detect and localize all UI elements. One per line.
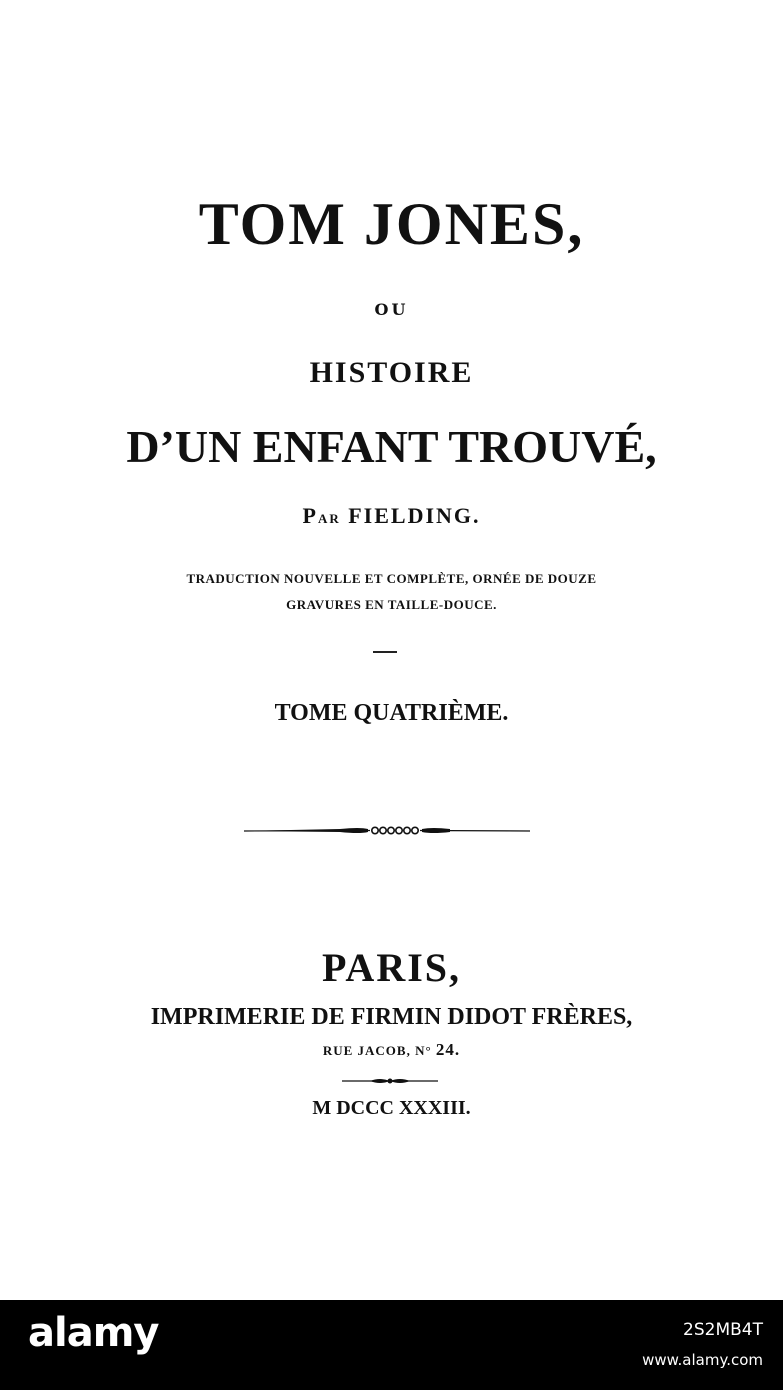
small-ornament-icon — [340, 1074, 440, 1088]
book-subtitle: D’UN ENFANT TROUVÉ, — [126, 421, 657, 472]
image-code: 2S2MB4T — [683, 1320, 763, 1340]
address-number: 24. — [435, 1040, 461, 1059]
printer-name: IMPRIMERIE DE FIRMIN DIDOT FRÈRES, — [150, 1004, 633, 1030]
publication-date: M DCCC XXXIII. — [312, 1097, 471, 1119]
volume-label: TOME QUATRIÈME. — [274, 700, 509, 726]
printer-address — [0, 1040, 783, 1060]
author-par-first: P — [302, 503, 318, 528]
translation-line-1: TRADUCTION NOUVELLE ET COMPLÈTE, ORNÉE DE DOUZE — [186, 571, 597, 586]
publication-city: PARIS, — [321, 945, 462, 990]
author-par-rest: AR — [317, 511, 341, 526]
address-prefix: RUE JACOB, N° — [322, 1043, 432, 1058]
conjunction: OU — [374, 300, 409, 319]
small-rule-divider — [373, 651, 397, 653]
author-line — [0, 503, 783, 529]
histoire-heading: HISTOIRE — [309, 356, 474, 389]
alamy-logo: alamy — [28, 1310, 159, 1356]
watermark-url: www.alamy.com — [642, 1351, 763, 1369]
author-name: FIELDING. — [348, 503, 481, 528]
ornamental-rule-icon — [240, 818, 540, 842]
watermark-banner — [0, 1300, 783, 1390]
book-title: TOM JONES, — [198, 191, 585, 257]
translation-line-2: GRAVURES EN TAILLE-DOUCE. — [286, 597, 497, 612]
